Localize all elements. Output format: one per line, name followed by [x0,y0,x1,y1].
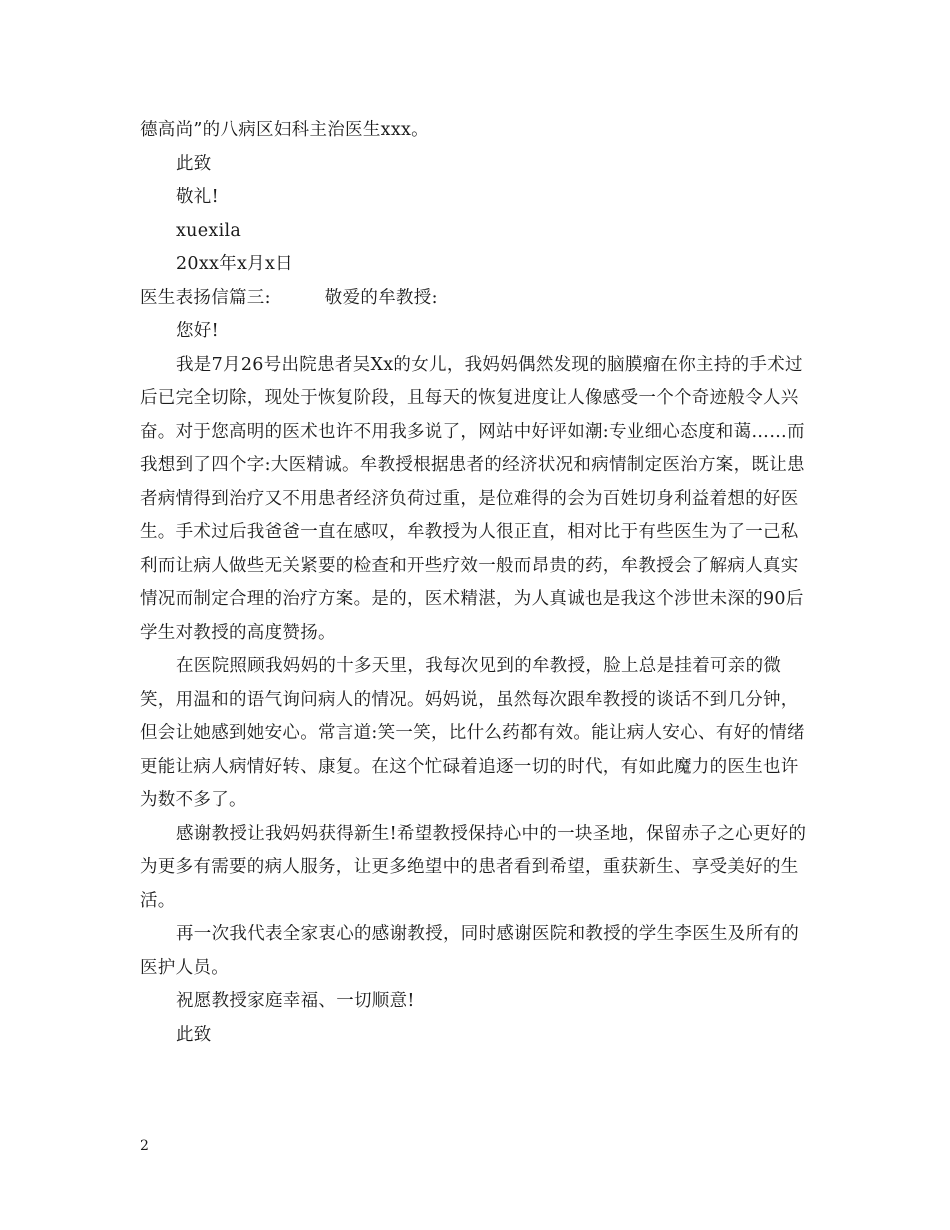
paragraph: 在医院照顾我妈妈的十多天里，我每次见到的牟教授，脸上总是挂着可亲的微笑，用温和的语气询问病人的情况。妈妈说，虽然每次跟牟教授的谈话不到几分钟，但会让她感到她安心。常言道:笑一笑，比什么药都有效。能让病人安心、有好的情绪更能让病人病情好转、康复。在这个忙碌着追逐一切的时代，有如此魔力的医生也许为数不多了。 [140,656,805,810]
paragraph: 祝愿教授家庭幸福、一切顺意! [176,991,415,1011]
paragraph: 我是7月26号出院患者吴Xx的女儿，我妈妈偶然发现的脑膜瘤在你主持的手术过后已完全切除，现处于恢复阶段，且每天的恢复进度让人像感受一个个奇迹般令人兴奋。对于您高明的医术也许不用我多说了，网站中好评如潮:专业细心态度和蔼……而我想到了四个字:大医精诚。牟教授根据患者的经济状况和病情制定医治方案，既让患者病情得到治疗又不用患者经济负荷过重，是位难得的会为百姓切身利益着想的好医生。手术过后我爸爸一直在感叹，牟教授为人很正直，相对比于有些医生为了一己私利而让病人做些无关紧要的检查和开些疗效一般而昂贵的药，牟教授会了解病人真实情况而制定合理的治疗方案。是的，医术精湛，为人真诚也是我这个涉世未深的90后学生对教授的高度赞扬。 [140,354,805,643]
letter-date: 20xx年x月x日 [176,254,293,274]
closing-phrase: 此致 [176,153,212,174]
letter-body [140,114,812,1052]
paragraph: 再一次我代表全家衷心的感谢教授，同时感谢医院和教授的学生李医生及所有的医护人员。 [140,924,799,978]
greeting: 您好! [176,321,219,341]
closing-salute: 敬礼! [176,187,219,207]
salutation: 敬爱的牟教授: [324,287,438,308]
paragraph: 此致 [176,1024,212,1045]
signature: xuexila [176,220,242,241]
paragraph: 感谢教授让我妈妈获得新生!希望教授保持心中的一块圣地，保留赤子之心更好的为更多有需要的病人服务，让更多绝望中的患者看到希望，重获新生、享受美好的生活。 [140,823,807,911]
section-heading-row [140,282,812,316]
continued-line: 德高尚”的八病区妇科主治医生xxx。 [140,120,429,140]
page-number: 2 [140,1138,149,1154]
section-title: 医生表扬信篇三: [140,287,271,308]
